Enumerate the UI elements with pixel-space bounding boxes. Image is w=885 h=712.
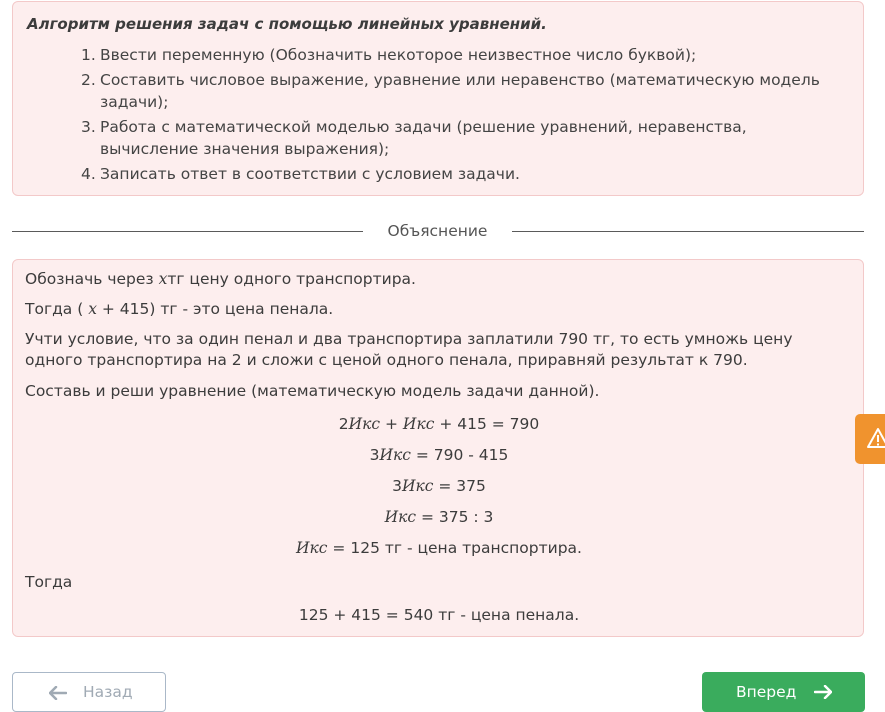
equation-2: 3Икс = 790 - 415 <box>369 446 509 464</box>
math-variable-x: x <box>88 300 97 318</box>
algorithm-box <box>12 1 864 196</box>
algorithm-steps <box>81 44 841 188</box>
explanation-divider <box>12 222 864 242</box>
algorithm-title: Алгоритм решения задач с помощью линейных уравнений. <box>27 15 547 33</box>
explanation-paragraph-3: Учти условие, что за один пенал и два транспортира заплатили 790 тг, то есть умножь цену одного транспортира на 2 и сложи с ценой одного пенала, приравняй результат к 790. <box>25 330 793 369</box>
divider-line-right <box>512 231 864 232</box>
algorithm-step: 2. Составить числовое выражение, уравнение или неравенство (математическую модель задачи); <box>81 71 820 111</box>
explanation-paragraph-1: Обозначь через xтг цену одного транспортира. <box>25 270 416 288</box>
next-button[interactable] <box>702 672 865 712</box>
equation-1: 2Икс + Икс + 415 = 790 <box>338 415 540 433</box>
back-button-label: Назад <box>83 683 133 701</box>
explanation-then: Тогда <box>25 573 73 591</box>
explanation-paragraph-2: Тогда ( x + 415) тг - это цена пенала. <box>25 300 334 318</box>
back-button[interactable] <box>12 672 166 712</box>
algorithm-step: 4. Записать ответ в соответствии с условием задачи. <box>81 165 520 183</box>
algorithm-step: 1. Ввести переменную (Обозначить некоторое неизвестное число буквой); <box>81 46 697 64</box>
math-variable-x: x <box>158 270 168 288</box>
algorithm-step: 3. Работа с математической моделью задачи (решение уравнений, неравенства, вычисление значения выражения); <box>81 118 747 158</box>
equation-5: Икс = 125 тг - цена транспортира. <box>296 539 582 557</box>
equation-3: 3Икс = 375 <box>392 477 486 495</box>
next-button-label: Вперед <box>736 683 797 701</box>
divider-line-left <box>12 231 363 232</box>
final-answer: 125 + 415 = 540 тг - цена пенала. <box>298 606 580 624</box>
equation-4: Икс = 375 : 3 <box>384 508 494 526</box>
explanation-paragraph-4: Составь и реши уравнение (математическую модель задачи данной). <box>25 382 600 400</box>
warning-triangle-icon <box>867 427 885 449</box>
divider-label: Объяснение <box>387 222 488 240</box>
arrow-right-icon <box>814 685 832 699</box>
report-problem-button[interactable] <box>855 414 885 464</box>
explanation-box <box>12 259 864 637</box>
